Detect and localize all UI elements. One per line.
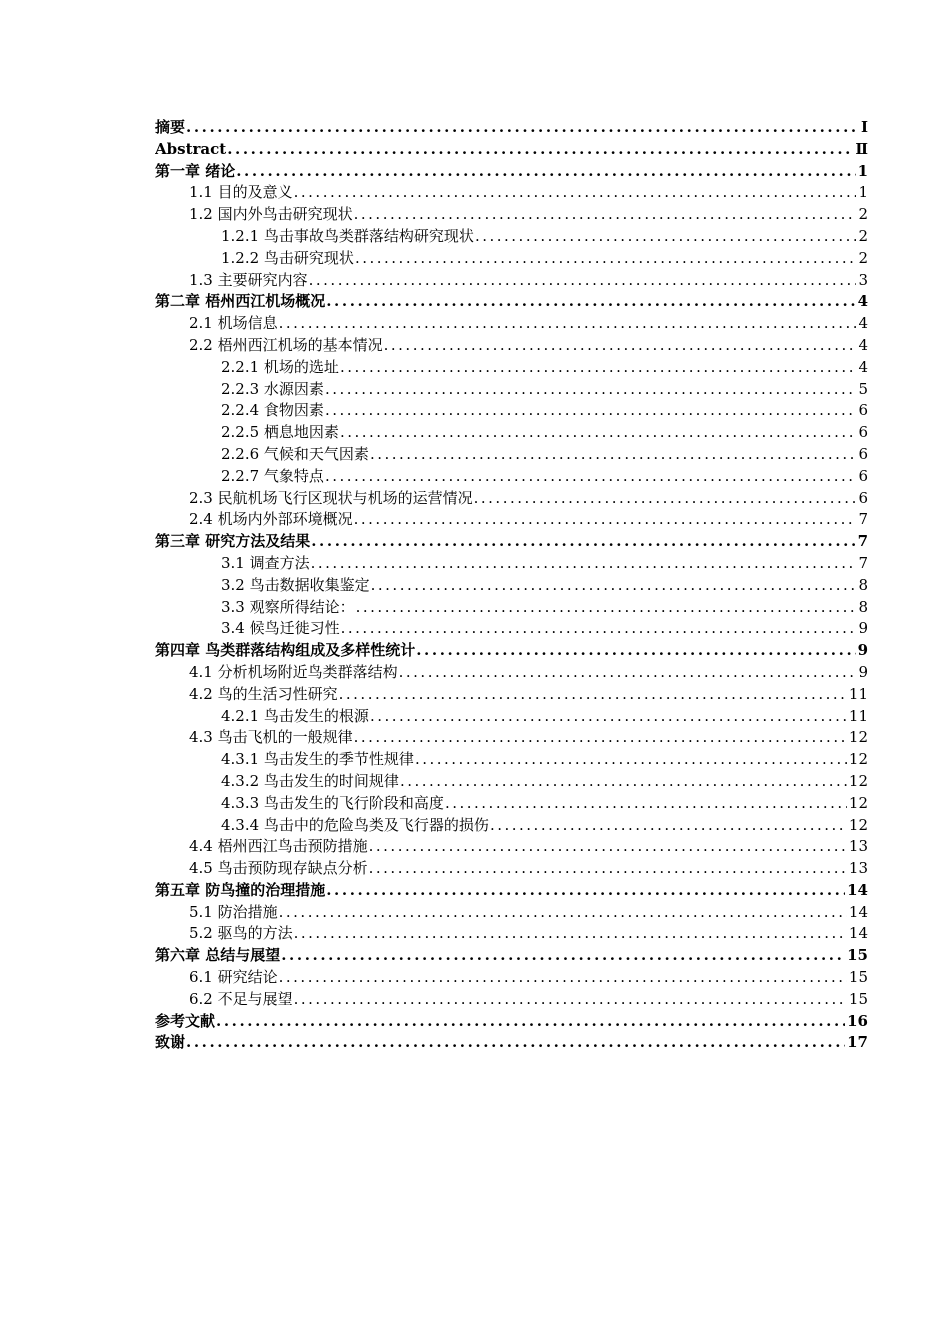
toc-entry[interactable] (155, 749, 868, 771)
toc-entry-title: 4.1 分析机场附近鸟类群落结构 (189, 662, 398, 681)
toc-entry-page-number: 16 (847, 1011, 868, 1030)
toc-entry-title: 2.2.7 气象特点 (221, 466, 324, 485)
toc-entry-page-number: 3 (858, 270, 868, 289)
toc-entry[interactable] (155, 182, 868, 204)
toc-entry-title: 第四章 鸟类群落结构组成及多样性统计 (155, 641, 416, 660)
toc-entry[interactable] (155, 923, 868, 945)
toc-entry-page-number: 7 (857, 532, 868, 551)
toc-entry-title: 4.5 鸟击预防现存缺点分析 (189, 859, 368, 878)
toc-entry-page-number: Ⅰ (860, 118, 868, 136)
toc-entry[interactable] (155, 270, 868, 292)
toc-entry-page-number: 5 (858, 379, 868, 398)
toc-entry-title: 2.3 民航机场飞行区现状与机场的运营情况 (189, 488, 473, 507)
toc-leader-dots (339, 684, 847, 706)
toc-leader-dots (279, 902, 847, 924)
toc-entry-page-number: Ⅱ (855, 139, 868, 158)
toc-entry[interactable] (155, 575, 868, 597)
toc-entry-title: 1.2.2 鸟击研究现状 (221, 248, 354, 267)
toc-entry[interactable] (155, 1011, 868, 1033)
toc-entry-page-number: 17 (847, 1033, 868, 1052)
toc-entry-title: 5.1 防治措施 (189, 902, 278, 921)
toc-entry-page-number: 9 (858, 619, 868, 638)
toc-entry-title: 4.4 梧州西江鸟击预防措施 (189, 837, 368, 856)
toc-entry-page-number: 8 (858, 575, 868, 594)
toc-entry-page-number: 6 (858, 423, 868, 442)
toc-entry[interactable] (155, 967, 868, 989)
toc-leader-dots (186, 117, 859, 139)
toc-entry[interactable] (155, 858, 868, 880)
toc-entry[interactable] (155, 291, 868, 313)
toc-entry[interactable] (155, 989, 868, 1011)
toc-entry-page-number: 6 (858, 401, 868, 420)
toc-entry[interactable] (155, 727, 868, 749)
toc-leader-dots (311, 553, 857, 575)
toc-entry-page-number: 1 (857, 161, 868, 180)
toc-leader-dots (371, 575, 857, 597)
toc-leader-dots (326, 880, 845, 902)
toc-entry[interactable] (155, 466, 868, 488)
toc-entry[interactable] (155, 1032, 868, 1054)
toc-entry-page-number: 11 (848, 684, 868, 703)
toc-entry-title: 5.2 驱鸟的方法 (189, 924, 293, 943)
toc-entry-page-number: 9 (857, 641, 868, 660)
toc-leader-dots (236, 161, 855, 183)
toc-entry[interactable] (155, 815, 868, 837)
toc-entry-title: 4.3.3 鸟击发生的飞行阶段和高度 (221, 793, 444, 812)
toc-entry[interactable] (155, 139, 868, 161)
toc-entry-title: 3.4 候鸟迁徙习性 (221, 619, 340, 638)
toc-entry-title: 第二章 梧州西江机场概况 (155, 292, 326, 311)
toc-entry-title: 摘要 (155, 118, 186, 136)
toc-entry-title: 第三章 研究方法及结果 (155, 532, 311, 551)
toc-entry-title: 4.2.1 鸟击发生的根源 (221, 706, 369, 725)
toc-entry-page-number: 11 (848, 706, 868, 725)
toc-entry-page-number: 6 (858, 444, 868, 463)
toc-entry[interactable] (155, 444, 868, 466)
toc-leader-dots (326, 291, 855, 313)
toc-entry-title: 2.2 梧州西江机场的基本情况 (189, 335, 383, 354)
toc-entry-title: 1.2 国内外鸟击研究现状 (189, 205, 353, 224)
toc-leader-dots (294, 923, 847, 945)
toc-entry[interactable] (155, 488, 868, 510)
toc-entry[interactable] (155, 313, 868, 335)
toc-leader-dots (355, 248, 857, 270)
toc-entry-page-number: 15 (848, 989, 868, 1008)
toc-entry-title: 1.1 目的及意义 (189, 183, 293, 202)
toc-entry-title: 4.3.1 鸟击发生的季节性规律 (221, 750, 414, 769)
toc-leader-dots (340, 357, 857, 379)
toc-entry[interactable] (155, 161, 868, 183)
toc-entry-title: 2.4 机场内外部环境概况 (189, 510, 353, 529)
toc-entry-page-number: 2 (858, 248, 868, 267)
toc-entry[interactable] (155, 597, 868, 619)
toc-entry-page-number: 7 (858, 510, 868, 529)
toc-leader-dots (311, 531, 855, 553)
toc-entry[interactable] (155, 400, 868, 422)
toc-leader-dots (490, 815, 847, 837)
toc-entry-page-number: 4 (858, 335, 868, 354)
toc-entry-page-number: 13 (848, 837, 868, 856)
toc-entry-title: 4.3.4 鸟击中的危险鸟类及飞行器的损伤 (221, 815, 489, 834)
toc-entry[interactable] (155, 662, 868, 684)
toc-entry[interactable] (155, 945, 868, 967)
toc-entry[interactable] (155, 836, 868, 858)
toc-leader-dots (309, 270, 857, 292)
toc-entry-page-number: 12 (848, 815, 868, 834)
toc-entry-title: 致谢 (155, 1033, 186, 1052)
toc-entry-page-number: 14 (848, 902, 868, 921)
toc-leader-dots (227, 139, 853, 161)
toc-entry-page-number: 4 (858, 314, 868, 333)
toc-entry-title: 2.1 机场信息 (189, 314, 278, 333)
toc-entry-title: 2.2.3 水源因素 (221, 379, 324, 398)
toc-entry[interactable] (155, 706, 868, 728)
toc-leader-dots (356, 597, 857, 619)
toc-leader-dots (369, 858, 847, 880)
toc-leader-dots (281, 945, 845, 967)
toc-entry[interactable] (155, 531, 868, 553)
toc-entry-title: 4.3.2 鸟击发生的时间规律 (221, 771, 399, 790)
toc-leader-dots (384, 335, 857, 357)
toc-entry-title: 3.3 观察所得结论： (221, 597, 355, 616)
toc-entry[interactable] (155, 684, 868, 706)
toc-entry[interactable] (155, 880, 868, 902)
toc-entry[interactable] (155, 902, 868, 924)
toc-entry-title: 2.2.6 气候和天气因素 (221, 444, 369, 463)
toc-entry-page-number: 7 (858, 553, 868, 572)
toc-entry-page-number: 14 (847, 880, 868, 899)
toc-entry[interactable] (155, 553, 868, 575)
toc-leader-dots (370, 706, 847, 728)
toc-entry-page-number: 12 (848, 771, 868, 790)
toc-entry-title: 第六章 总结与展望 (155, 946, 281, 965)
toc-entry-title: 参考文献 (155, 1011, 216, 1030)
toc-entry-page-number: 2 (858, 205, 868, 224)
toc-entry-title: 2.2.4 食物因素 (221, 401, 324, 420)
toc-entry[interactable] (155, 204, 868, 226)
toc-entry-title: 4.2 鸟的生活习性研究 (189, 684, 338, 703)
toc-entry-page-number: 12 (848, 750, 868, 769)
toc-entry-page-number: 1 (858, 183, 868, 202)
toc-entry-title: 4.3 鸟击飞机的一般规律 (189, 728, 353, 747)
toc-entry[interactable] (155, 771, 868, 793)
toc-entry-page-number: 2 (858, 226, 868, 245)
toc-entry-title: 1.3 主要研究内容 (189, 270, 308, 289)
toc-leader-dots (399, 662, 857, 684)
toc-entry-page-number: 14 (848, 924, 868, 943)
toc-entry-page-number: 6 (858, 488, 868, 507)
toc-entry-title: 1.2.1 鸟击事故鸟类群落结构研究现状 (221, 226, 474, 245)
toc-entry-page-number: 15 (847, 946, 868, 965)
toc-leader-dots (325, 400, 857, 422)
toc-entry-title: 3.1 调查方法 (221, 553, 310, 572)
toc-entry-title: 3.2 鸟击数据收集鉴定 (221, 575, 370, 594)
toc-leader-dots (294, 989, 847, 1011)
toc-leader-dots (445, 793, 847, 815)
toc-entry-page-number: 4 (857, 292, 868, 311)
toc-leader-dots (341, 618, 857, 640)
toc-entry-page-number: 13 (848, 859, 868, 878)
toc-entry-title: 6.2 不足与展望 (189, 989, 293, 1008)
toc-entry[interactable] (155, 226, 868, 248)
toc-entry-page-number: 9 (858, 662, 868, 681)
toc-leader-dots (340, 422, 857, 444)
toc-entry-title: 2.2.1 机场的选址 (221, 357, 339, 376)
toc-leader-dots (475, 226, 857, 248)
toc-leader-dots (354, 727, 847, 749)
toc-entry-title: 第五章 防鸟撞的治理措施 (155, 880, 326, 899)
toc-leader-dots (370, 444, 857, 466)
toc-entry[interactable] (155, 793, 868, 815)
toc-leader-dots (294, 182, 857, 204)
toc-entry-page-number: 6 (858, 466, 868, 485)
toc-entry[interactable] (155, 248, 868, 270)
toc-leader-dots (325, 466, 857, 488)
toc-entry[interactable] (155, 422, 868, 444)
table-of-contents (155, 117, 868, 1054)
toc-leader-dots (186, 1032, 845, 1054)
toc-entry-page-number: 12 (848, 793, 868, 812)
toc-leader-dots (325, 379, 857, 401)
toc-entry-page-number: 4 (858, 357, 868, 376)
toc-entry-page-number: 8 (858, 597, 868, 616)
toc-leader-dots (279, 967, 847, 989)
toc-leader-dots (369, 836, 847, 858)
toc-entry[interactable] (155, 640, 868, 662)
toc-entry[interactable] (155, 335, 868, 357)
toc-leader-dots (474, 488, 857, 510)
toc-leader-dots (415, 749, 847, 771)
toc-leader-dots (279, 313, 857, 335)
toc-entry-page-number: 15 (848, 968, 868, 987)
toc-entry-title: 2.2.5 栖息地因素 (221, 423, 339, 442)
toc-entry-title: Abstract (155, 139, 227, 158)
toc-leader-dots (354, 204, 857, 226)
toc-leader-dots (354, 509, 857, 531)
toc-entry[interactable] (155, 357, 868, 379)
toc-leader-dots (416, 640, 855, 662)
toc-entry-page-number: 12 (848, 728, 868, 747)
toc-entry-title: 6.1 研究结论 (189, 968, 278, 987)
toc-leader-dots (216, 1011, 845, 1033)
toc-entry[interactable] (155, 509, 868, 531)
toc-entry[interactable] (155, 618, 868, 640)
toc-entry[interactable] (155, 117, 868, 139)
toc-entry[interactable] (155, 379, 868, 401)
toc-entry-title: 第一章 绪论 (155, 161, 236, 180)
toc-leader-dots (400, 771, 847, 793)
